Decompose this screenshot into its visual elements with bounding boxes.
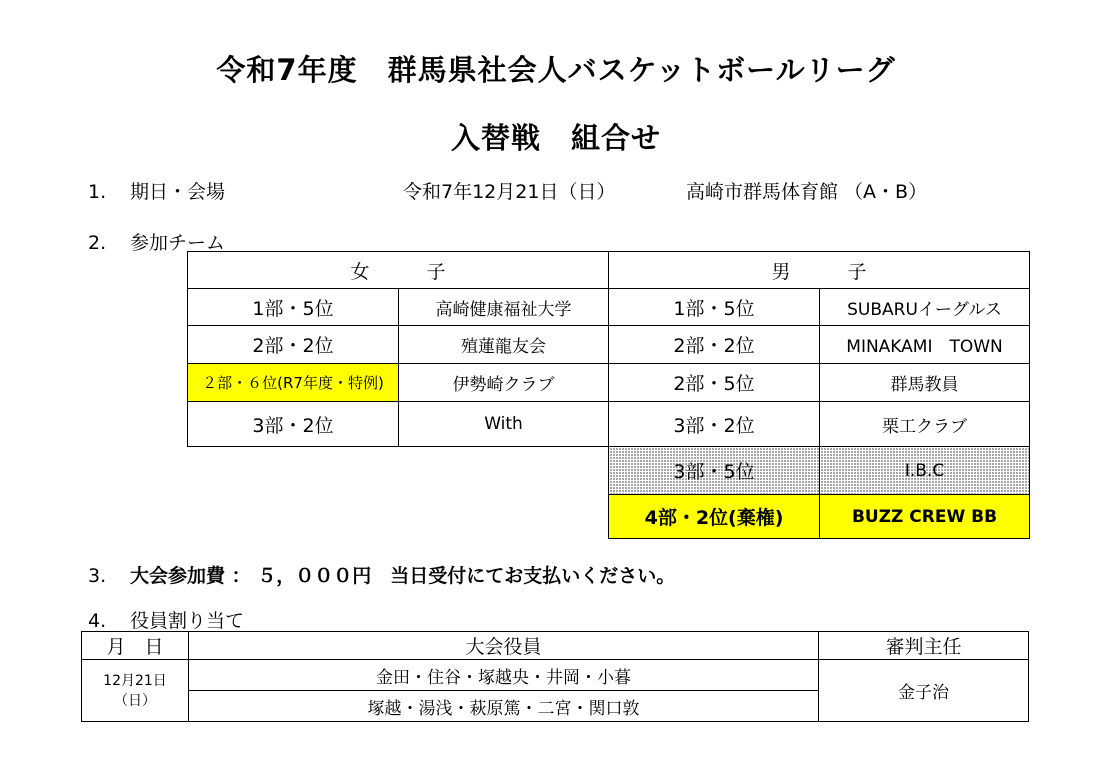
table-row [188, 447, 1030, 495]
women-rank-special: ２部・６位(R7年度・特例) [188, 364, 399, 402]
section-number: 2. [88, 232, 107, 254]
men-rank: 3部・2位 [609, 402, 820, 447]
weekday-text: （日） [114, 692, 156, 709]
section-label: 役員割り当て [130, 610, 245, 632]
officials-header: 大会役員 [189, 632, 819, 660]
referee-name: 金子治 [819, 660, 1029, 722]
men-rank: 2部・5位 [609, 364, 820, 402]
women-rank: 2部・2位 [188, 326, 399, 364]
referee-header: 審判主任 [819, 632, 1029, 660]
men-rank: 1部・5位 [609, 289, 820, 326]
women-team: 殖蓮龍友会 [399, 326, 609, 364]
section-number: 3. [88, 565, 107, 587]
men-rank-withdrawn: 4部・2位(棄権) [609, 495, 820, 539]
women-rank: 1部・5位 [188, 289, 399, 326]
teams-table [187, 251, 1030, 539]
empty-cell [188, 495, 399, 539]
section-number: 1. [88, 181, 107, 203]
section-schedule-venue [88, 177, 225, 204]
men-team: I.B.C [820, 447, 1030, 495]
women-header: 女 子 [188, 252, 609, 289]
men-team: 群馬教員 [820, 364, 1030, 402]
event-date: 令和7年12月21日（日） [403, 181, 616, 203]
empty-cell [399, 495, 609, 539]
table-row [188, 364, 1030, 402]
section-officials [88, 606, 244, 633]
women-team: 伊勢崎クラブ [399, 364, 609, 402]
officials-header-row [82, 632, 1029, 660]
page-subtitle: 入替戦 組合せ [450, 121, 661, 155]
officials-row-1: 金田・住谷・塚越央・井岡・小暮 [189, 660, 819, 691]
men-team: SUBARUイーグルス [820, 289, 1030, 326]
fee-text: 大会参加費 ： ５，０００円 当日受付にてお支払いください。 [130, 565, 676, 587]
section-fee [88, 561, 675, 588]
date-text: 12月21日 [103, 672, 167, 689]
section-label: 参加チーム [130, 232, 226, 254]
section-number: 4. [88, 610, 107, 632]
date-header: 月 日 [82, 632, 189, 660]
table-row [188, 289, 1030, 326]
teams-header-row [188, 252, 1030, 289]
page-title: 令和7年度 群馬県社会人バスケットボールリーグ [216, 53, 896, 87]
officials-date [82, 660, 189, 722]
men-rank: 2部・2位 [609, 326, 820, 364]
men-team: MINAKAMI TOWN [820, 326, 1030, 364]
women-team: With [399, 402, 609, 447]
table-row [188, 326, 1030, 364]
table-row [188, 402, 1030, 447]
officials-row-2: 塚越・湯浅・萩原篤・二宮・関口敦 [189, 691, 819, 722]
section-label: 期日・会場 [130, 181, 226, 203]
men-header: 男 子 [609, 252, 1030, 289]
women-rank: 3部・2位 [188, 402, 399, 447]
event-venue: 高崎市群馬体育館 （A・B） [686, 181, 928, 203]
empty-cell [188, 447, 399, 495]
men-team: 栗工クラブ [820, 402, 1030, 447]
men-team-withdrawn: BUZZ CREW BB [820, 495, 1030, 539]
table-row [188, 495, 1030, 539]
table-row [82, 660, 1029, 691]
men-rank: 3部・5位 [609, 447, 820, 495]
women-team: 高崎健康福祉大学 [399, 289, 609, 326]
empty-cell [399, 447, 609, 495]
officials-table [81, 631, 1029, 722]
